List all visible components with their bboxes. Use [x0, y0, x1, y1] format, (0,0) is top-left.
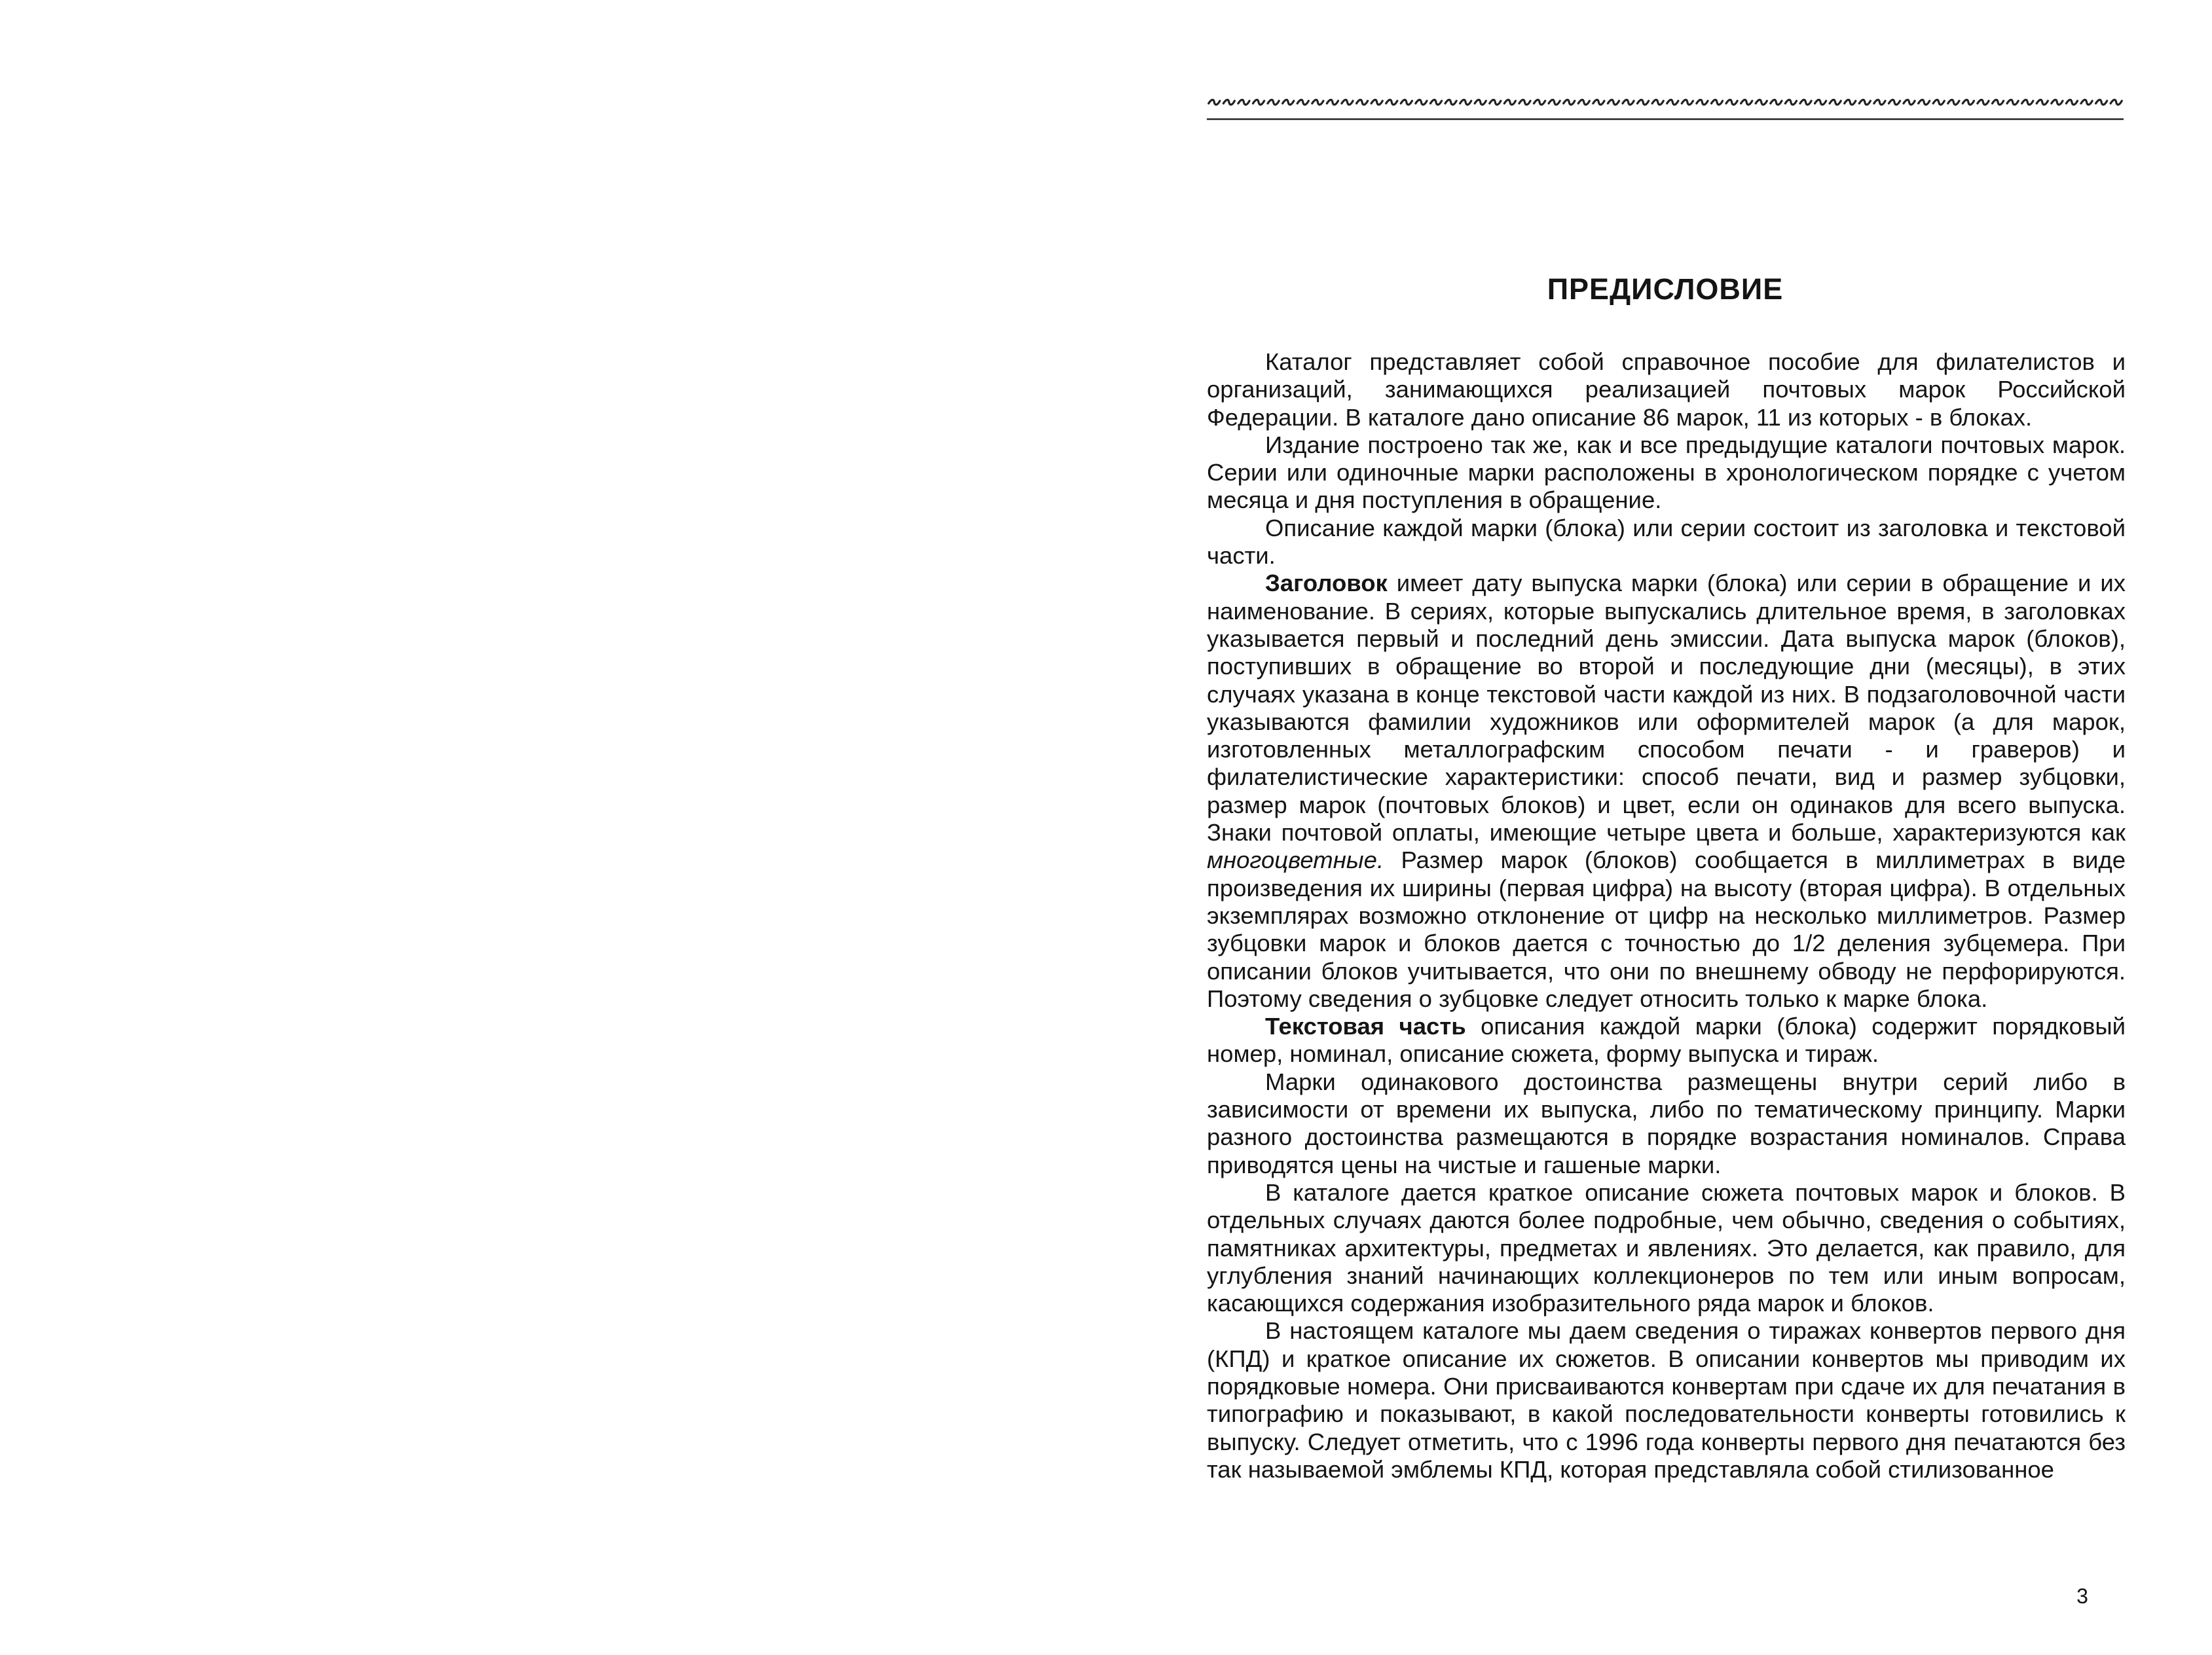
page-heading: ПРЕДИСЛОВИЕ: [1547, 272, 1784, 306]
term-text-part: Текстовая часть: [1265, 1013, 1466, 1040]
paragraph: Каталог представляет собой справочное пособие для филателистов и организаций, занимающихся реализацией почтовых марок Российской Федерации. В каталоге дано описание 86 марок, 11 из которых - в блоках.: [1207, 348, 2126, 431]
header-decorative-rule: [1207, 93, 2124, 124]
paragraph: Описание каждой марки (блока) или серии состоит из заголовка и текстовой части.: [1207, 514, 2126, 570]
paragraph: Издание построено так же, как и все предыдущие каталоги почтовых марок. Серии или одиночные марки расположены в хронологическом порядке с учетом месяца и дня поступления в обращение.: [1207, 431, 2126, 514]
term-multicolor: многоцветные.: [1207, 846, 1384, 874]
paragraph: Заголовок имеет дату выпуска марки (блока) или серии в обращение и их наименование. В сериях, которые выпускались длительное время, в заголовках указывается первый и последний день эмиссии. Дата выпуска марок (блоков), поступивших в обращение во второй и последующие дни (месяцы), в этих случаях указана в конце текстовой части каждой из них. В подзаголовочной части указываются фамилии художников или оформителей марок (а для марок, изготовленных металлографским способом печати - и граверов) и филателистические характеристики: способ печати, вид и размер зубцовки, размер марок (почтовых блоков) и цвет, если он одинаков для всего выпуска. Знаки почтовой оплаты, имеющие четыре цвета и больше, характеризуются как многоцветные. Размер марок (блоков) сообщается в миллиметрах в виде произведения их ширины (первая цифра) на высоту (вторая цифра). В отдельных экземплярах возможно отклонение от цифр на несколько миллиметров. Размер зубцовки марок и блоков дается с точностью до 1/2 деления зубцемера. При описании блоков учитывается, что они по внешнему обводу не перфорируются. Поэтому сведения о зубцовке следует относить только к марке блока.: [1207, 570, 2126, 1012]
page-number: 3: [2076, 1584, 2088, 1608]
paragraph: В каталоге дается краткое описание сюжета почтовых марок и блоков. В отдельных случаях даются более подробные, чем обычно, сведения о событиях, памятниках архитектуры, предметах и явлениях. Это делается, как правило, для углубления знаний начинающих коллекционеров по тем или иным вопросам, касающихся содержания изобразительного ряда марок и блоков.: [1207, 1178, 2126, 1317]
paragraph: В настоящем каталоге мы даем сведения о тиражах конвертов первого дня (КПД) и краткое описание их сюжетов. В описании конвертов мы приводим их порядковые номера. Они присваиваются конвертам при сдаче их для печатания в типографию и показывают, в какой последовательности конверты готовились к выпуску. Следует отметить, что с 1996 года конверты первого дня печатаются без так называемой эмблемы КПД, которая представляла собой стилизованное: [1207, 1317, 2126, 1483]
term-heading: Заголовок: [1265, 570, 1388, 597]
paragraph: Марки одинакового достоинства размещены внутри серий либо в зависимости от времени их выпуска, либо по тематическому принципу. Марки разного достоинства размещаются в порядке возрастания номиналов. Справа приводятся цены на чистые и гашеные марки.: [1207, 1068, 2126, 1178]
preface-body: [1207, 348, 2126, 1483]
paragraph: Текстовая часть описания каждой марки (блока) содержит порядковый номер, номинал, описание сюжета, форму выпуска и тираж.: [1207, 1013, 2126, 1068]
